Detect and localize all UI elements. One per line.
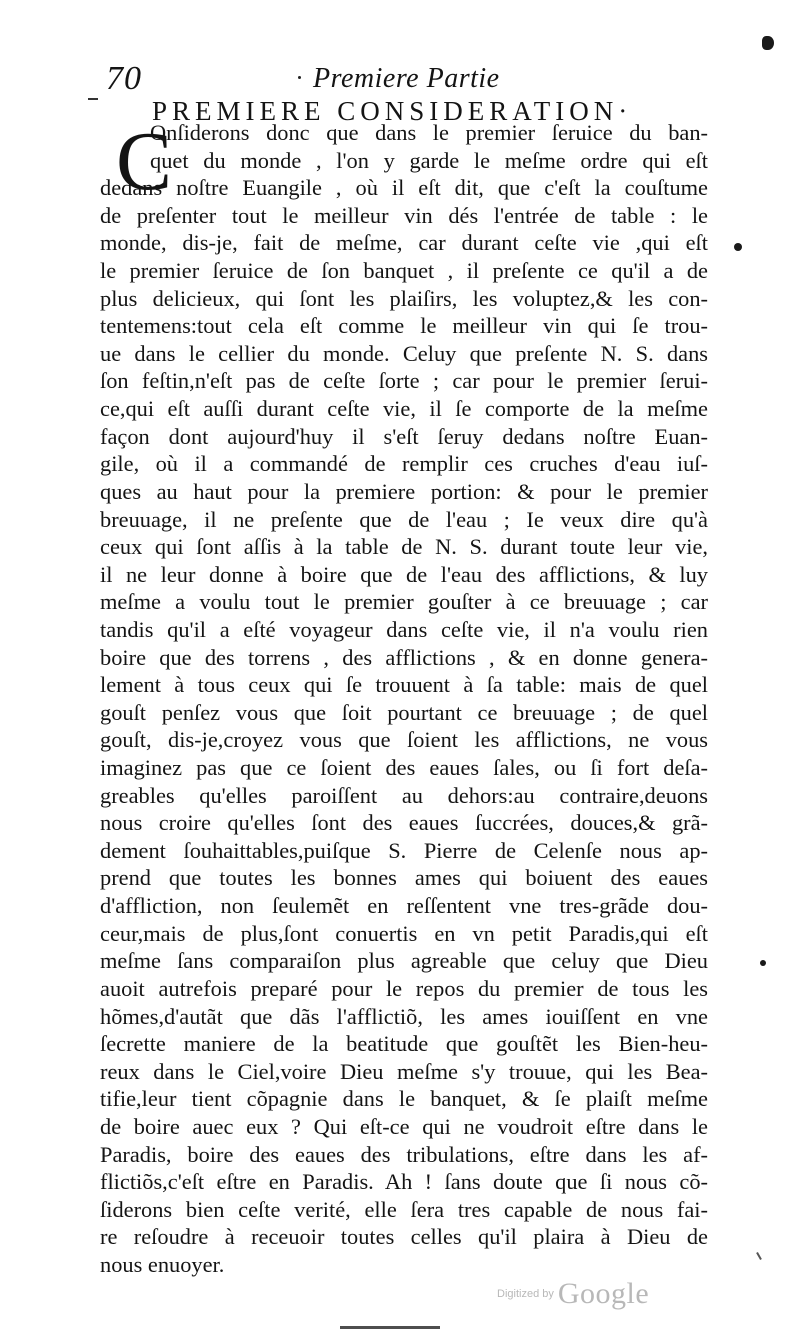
text-line: gouſt, dis-je,croyez vous que ſoient les afflictions, ne vous [100,727,708,753]
text-line: nous croire qu'elles ſont des eaues ſuccrées, douces,& grã- [100,810,708,836]
text-line: greables qu'elles paroiſſent au dehors:au contraire,deuons [100,782,708,808]
text-line: ue dans le cellier du monde. Celuy que preſente N. S. dans [100,340,708,366]
page-header [100,60,700,100]
text-line: quet du monde , l'on y garde le meſme ordre qui eſt [150,147,708,173]
digitized-watermark [497,1277,649,1311]
text-line: ques au haut pour la premiere portion: & pour le premier [100,478,708,504]
text-line: le premier ſeruice de ſon banquet , il preſente ce qu'il a de [100,258,708,284]
text-line: meſme a voulu tout le premier gouſter à ce breuuage ; car [100,589,708,615]
text-line: lement à tous ceux qui ſe trouuent à ſa table: mais de quel [100,672,708,698]
text-line: boire que des torrens , des afflictions , & en donne genera- [100,644,708,670]
running-head: Premiere Partie [313,63,500,94]
body-text [100,115,708,1279]
text-line: breuuage, il ne preſente que de l'eau ; Ie veux dire qu'à [100,506,708,532]
text-line: tentemens:tout cela eſt comme le meilleur vin qui ſe trou- [100,313,708,339]
text-line: d'affliction, non ſeulemẽt en reſſentent vne tres-grãde dou- [100,893,708,919]
text-line: meſme ſans comparaiſon plus agreable que celuy que Dieu [100,948,708,974]
header-separator [298,76,301,79]
text-line: nous enuoyer. [100,1251,225,1277]
text-line: tifie,leur tient cõpagnie dans le banquet, & ſe plaiſt meſme [100,1086,708,1112]
text-line: dement ſouhaittables,puiſque S. Pierre de Celenſe nous ap- [100,837,708,863]
text-line: Paradis, boire des eaues des tribulations, eſtre dans les af- [100,1141,708,1167]
text-line: re reſoudre à receuoir toutes celles qu'il plaira à Dieu de [100,1224,708,1250]
text-line: tandis qu'il a eſté voyageur dans ceſte vie, il n'a voulu rien [100,616,708,642]
margin-dot [734,243,742,251]
text-line: ſiderons bien ceſte verité, elle ſera tres capable de nous fai- [100,1196,708,1222]
text-line: ce,qui eſt auſſi durant ceſte vie, il ſe comporte de la meſme [100,396,708,422]
text-line: monde, dis-je, fait de meſme, car durant ceſte vie ,qui eſt [100,230,708,256]
drop-cap: C [116,115,173,208]
footer-rule [340,1326,440,1329]
text-line: gouſt penſez vous que ſoit pourtant ce breuuage ; de quel [100,699,708,725]
page-number: 70 [106,60,142,97]
ink-blot [762,36,774,50]
google-logo: Google [557,1277,650,1310]
margin-dash [88,98,98,100]
text-line: gile, où il a commandé de remplir ces cruches d'eau iuſ- [100,451,708,477]
text-line: ſecrette maniere de la beatitude que gouſtẽt les Bien-heu- [100,1031,708,1057]
text-line: ſon feſtin,n'eſt pas de ceſte ſorte ; car pour le premier ſerui- [100,368,708,394]
margin-tick [756,1252,762,1260]
section-title: PREMIERE CONSIDERATION· [152,96,633,126]
text-line: dedans noſtre Euangile , où il eſt dit, que c'eſt la couſtume [100,175,708,201]
text-line: flictiõs,c'eſt eſtre en Paradis. Ah ! ſans doute que ſi nous cõ- [100,1169,708,1195]
text-line: imaginez pas que ce ſoient des eaues ſales, ou ſi fort deſa- [100,755,708,781]
text-line: hõmes,d'autãt que dãs l'afflictiõ, les ames iouiſſent en vne [100,1003,708,1029]
text-line: ceux qui ſont aſſis à la table de N. S. durant toute leur vie, [100,534,708,560]
text-line: reux dans le Ciel,voire Dieu meſme s'y trouue, qui les Bea- [100,1058,708,1084]
text-line: Onſiderons donc que dans le premier ſeruice du ban- [150,120,708,145]
text-line: il ne leur donne à boire que de l'eau des afflictions, & luy [100,561,708,587]
text-line: prend que toutes les bonnes ames qui boiuent des eaues [100,865,708,891]
text-line: ceur,mais de plus,ſont conuertis en vn petit Paradis,qui eſt [100,920,708,946]
margin-dot [760,960,766,966]
text-line: de boire auec eux ? Qui eſt-ce qui ne voudroit eſtre dans le [100,1113,708,1139]
text-line: façon dont aujourd'huy il s'eſt ſeruy dedans noſtre Euan- [100,423,708,449]
watermark-prefix: Digitized by [497,1288,554,1300]
text-line: de preſenter tout le meilleur vin dés l'entrée de table : le [100,202,708,228]
text-line: plus delicieux, qui ſont les plaiſirs, les voluptez,& les con- [100,285,708,311]
text-line: auoit autrefois preparé pour le repos du premier de tous les [100,975,708,1001]
